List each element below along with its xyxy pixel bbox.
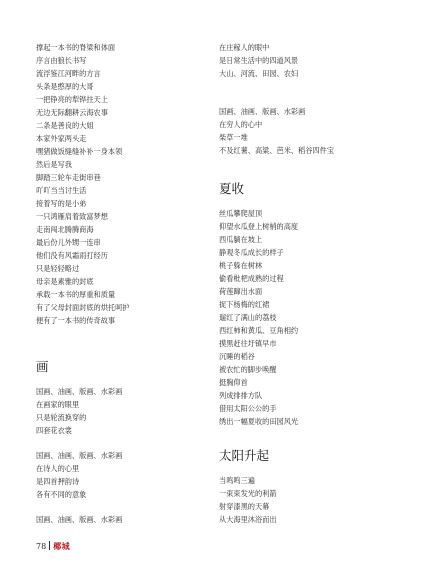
poem-line: 捉下杨梅的红裙 <box>219 300 270 309</box>
magazine-logo: 椰城 <box>53 541 71 551</box>
poem-line: 母亲是素雅的封底 <box>36 277 94 286</box>
poem-line: 只是轮流换穿的 <box>36 413 87 422</box>
poem-line: 在穷人的心中 <box>219 120 263 129</box>
footer-divider <box>49 541 50 550</box>
poem-title-taiyang: 太阳升起 <box>219 448 270 463</box>
poem-line: 国画、油画、版画、水彩画 <box>219 107 306 116</box>
poem-line: 列成排排方队 <box>219 391 263 400</box>
poem-line: 沉睡的稻谷 <box>219 352 255 361</box>
poem-line: 国画、油画、版画、水彩画 <box>36 451 123 460</box>
poem-line: 头条是憨厚的大哥 <box>36 82 94 91</box>
poem-line: 承载一本书的厚重和质量 <box>36 290 116 299</box>
poem-line: 只是轻轻略过 <box>36 264 80 273</box>
poem-line: 有了父母封面封底的烘托呵护 <box>36 303 130 312</box>
poem-line: 一把铮亮的犁铧拄天上 <box>36 95 108 104</box>
poem-line: 在画家的眼里 <box>36 400 80 409</box>
page-number: 78 <box>36 542 47 551</box>
poem-line: 荷莲蹿出水面 <box>219 287 263 296</box>
poem-line: 丝瓜攀爬屋顶 <box>219 209 263 218</box>
poem-line: 在庄稼人的眼中 <box>219 43 270 52</box>
poem-line: 桃子躲在树林 <box>219 261 263 270</box>
poem-line: 便有了一本书的传奇故事 <box>36 316 116 325</box>
poem-line: 撑起一本书的脊梁和体面 <box>36 43 116 52</box>
poem-line: 柴草一堆 <box>219 133 248 142</box>
poem-title-xiashou: 夏收 <box>219 181 245 196</box>
poem-line: 西瓜躺在坡上 <box>219 235 263 244</box>
poem-line: 一束束发光的利箭 <box>219 489 277 498</box>
poem-line: 最后份儿外甥一连串 <box>36 238 101 247</box>
poem-line: 各有不同的意象 <box>36 490 87 499</box>
poem-line: 脚踏三轮车走街串巷 <box>36 173 101 182</box>
poem-line: 国画、油画、版画、水彩画 <box>36 387 123 396</box>
poem-line: 绣出一幅夏收的田园风光 <box>219 417 299 426</box>
poem-line: 接着写的是小弟 <box>36 199 87 208</box>
poem-line: 西红柿和黄瓜、豆角相约 <box>219 326 299 335</box>
poem-line: 走南闯北腾腾商海 <box>36 225 94 234</box>
poem-line: 射穿漆黑的天幕 <box>219 502 270 511</box>
poem-line: 遛红了满山的荔枝 <box>219 313 277 322</box>
poem-line: 大山、河流、田园、农妇 <box>219 69 299 78</box>
poem-line: 借用太阳公公的手 <box>219 404 277 413</box>
poem-line: 吖吖当当讨生活 <box>36 186 87 195</box>
poem-line: 流浮鉴江河畔的方言 <box>36 69 101 78</box>
poem-line: 偷看枇杷成熟的过程 <box>219 274 284 283</box>
poem-line: 从大海里沐浴而出 <box>219 515 277 524</box>
poem-line: 被农忙的脚步唤醒 <box>219 365 277 374</box>
poem-line: 挺胸仰首 <box>219 378 248 387</box>
poem-line: 然后是写我 <box>36 160 72 169</box>
poem-line: 是四首押韵诗 <box>36 477 80 486</box>
poem-line: 仰望水瓜登上树梢的高度 <box>219 222 299 231</box>
page-footer <box>36 541 70 552</box>
poem-line: 序言由狼长书写 <box>36 56 87 65</box>
poem-line: 四套花衣裳 <box>36 426 72 435</box>
poem-line: 当鸣鸣三遍 <box>219 476 255 485</box>
poem-line: 他们没有风霜雨打经历 <box>36 251 108 260</box>
poem-line: 嘿猪做饭缝缝补补一身本领 <box>36 147 123 156</box>
poem-line: 国画、油画、版画、水彩画 <box>36 515 123 524</box>
poem-line: 二条是善良的大姐 <box>36 121 94 130</box>
poem-line: 本家外家两头走 <box>36 134 87 143</box>
poem-line: 在诗人的心里 <box>36 464 80 473</box>
poem-line: 摸黑赶往圩镇早市 <box>219 339 277 348</box>
poem-line: 无边无际翻耕云海农事 <box>36 108 108 117</box>
poem-line: 一只鸿雁肩着致富梦想 <box>36 212 108 221</box>
poem-title-hua: 画 <box>36 359 49 374</box>
poem-line: 是日常生活中的四道风景 <box>219 56 299 65</box>
poem-line: 不及红薯、高粱、芭米、稻谷四件宝 <box>219 146 335 155</box>
poem-line: 静观冬瓜成长的样子 <box>219 248 284 257</box>
